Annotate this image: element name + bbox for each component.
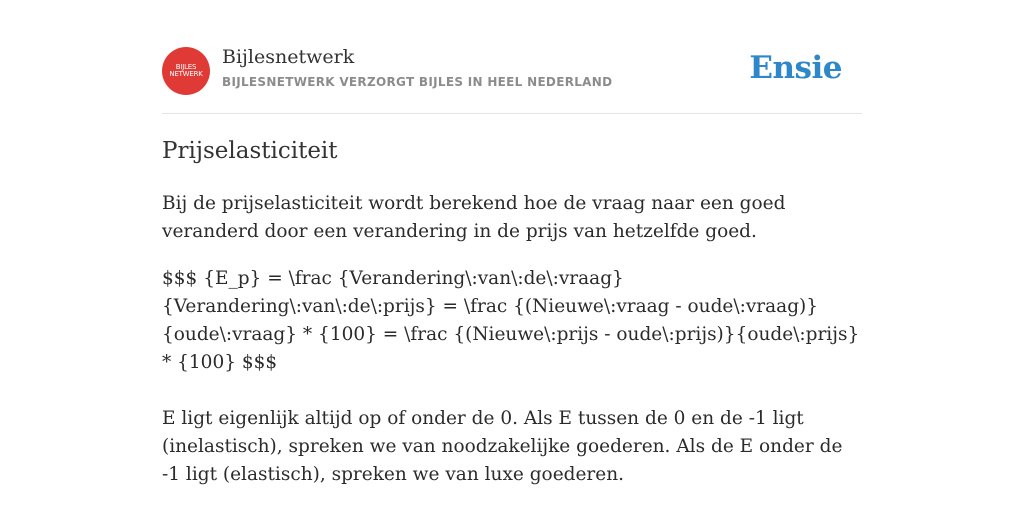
header-divider [162, 113, 862, 114]
author-name[interactable]: Bijlesnetwerk [222, 46, 355, 68]
article-paragraph-intro: Bij de prijselasticiteit wordt berekend hoe de vraag naar een goed veranderd door een verandering in de prijs van hetzelfde goed. [162, 193, 786, 242]
author-avatar[interactable] [162, 47, 210, 95]
article-paragraph-explanation: E ligt eigenlijk altijd op of onder de 0. Als E tussen de 0 en de -1 ligt (inelastisch), spreken we van noodzakelijke goederen. Als de E onder de -1 ligt (elastisch), spreken we van luxe goederen. [162, 408, 843, 485]
article-formula: $$$ {E_p} = \frac {Verandering\:van\:de\:vraag}{Verandering\:van\:de\:prijs} = \frac {(Nieuwe\:vraag - oude\:vraag)}{oude\:vraag} * {100} = \frac {(Nieuwe\:prijs - oude\:prijs)}{oude\:prijs} * {100} $$$ [162, 268, 860, 373]
avatar-text-line-1: BIJLES [175, 63, 197, 71]
article-body [162, 190, 866, 489]
author-description: BIJLESNETWERK VERZORGT BIJLES IN HEEL NEDERLAND [222, 75, 613, 89]
avatar-text-line-2: NETWERK [169, 70, 203, 78]
article-title: Prijselasticiteit [162, 138, 338, 164]
brand-logo[interactable]: Ensie [749, 50, 842, 86]
author-header [162, 46, 862, 98]
